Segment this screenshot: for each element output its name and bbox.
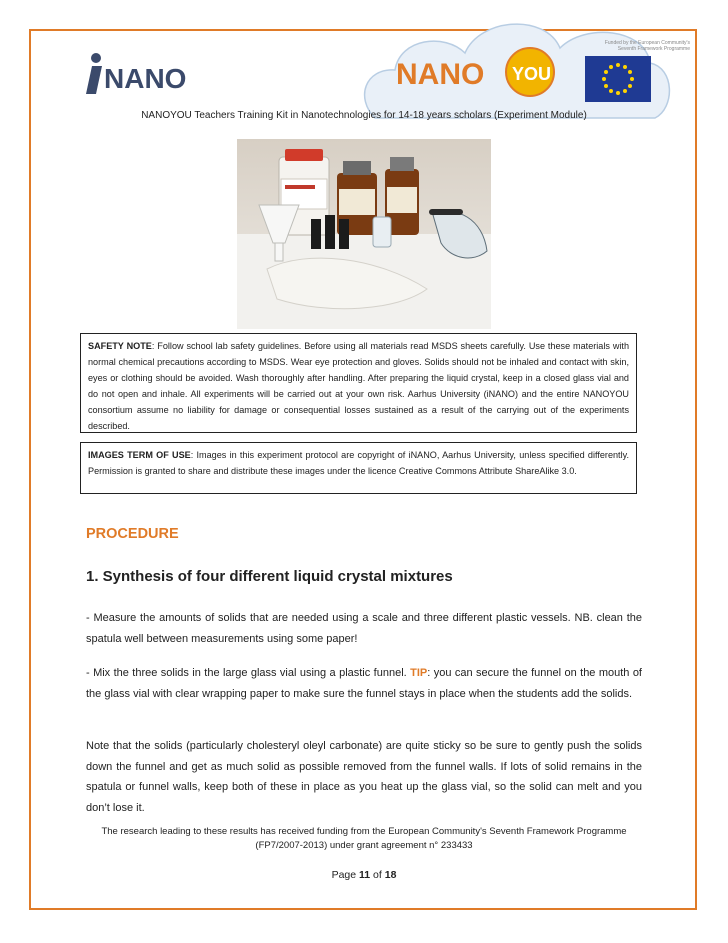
funding-line-1: The research leading to these results has received funding from the European Community's Seventh Framework Programme xyxy=(101,826,627,837)
funding-footer xyxy=(86,825,642,853)
page-number xyxy=(0,869,728,881)
procedure-paragraph-2 xyxy=(86,663,642,704)
images-terms-text: : Images in this experiment protocol are copyright of iNANO, Aarhus University, unless specified differently. Permission is granted to share and distribute these images under the licence Creative Commons Attribute ShareAlike 3.0. xyxy=(88,450,630,476)
svg-text:NANO: NANO xyxy=(104,63,187,94)
inano-logo xyxy=(84,50,204,100)
safety-note-text: : Follow school lab safety guidelines. Before using all materials read MSDS sheets carefully. Use these materials with normal chemical precautions according to MSDS. Wear eye protection and gloves. Solids should not be inhaled and contact with skin, eyes or clothing should be avoided. Wash thoroughly after handling. After preparing the liquid crystal, keep in a closed glass vial and do not open and inhale. All experiments will be carried out at your own risk. Aarhus University (iNANO) and the entire NANOYOU consortium assume no liability for damage or consequential losses sustained as a result of the carrying out of the experiments described. xyxy=(88,341,630,431)
eu-flag-icon xyxy=(585,56,651,102)
page-total: 18 xyxy=(384,869,397,881)
images-terms-label: IMAGES TERM OF USE xyxy=(88,450,191,460)
eu-funding-caption xyxy=(560,40,690,52)
eu-funding-line2: Seventh Framework Programme xyxy=(617,46,690,52)
page-of: of xyxy=(370,869,385,881)
tip-label: TIP xyxy=(410,667,428,679)
safety-note-label: SAFETY NOTE xyxy=(88,341,152,351)
paragraph-2-end: : you can secure the funnel on the mouth of the glass vial with clear wrapping paper to make sure the funnel stays in place when the students add the solids. xyxy=(86,667,642,700)
procedure-paragraph-3: Note that the solids (particularly cholesteryl oleyl carbonate) are quite sticky so be sure to gently push the solids down the funnel and get as much solid as possible removed from the funnel walls. If lots of solid remains in the spatula or funnel walls, keep both of these in place as you heat up the glass vial, so the solid can melt and you don’t lose it. xyxy=(86,740,642,814)
paragraph-2-start: - Mix the three solids in the large glass vial using a plastic funnel. xyxy=(86,667,411,679)
page-current: 11 xyxy=(359,869,371,881)
procedure-paragraph-1: - Measure the amounts of solids that are needed using a scale and three different plastic vessels. NB. clean the spatula well between measurements using some paper! xyxy=(86,612,642,645)
images-terms-box xyxy=(80,442,637,494)
safety-note-box xyxy=(80,333,637,433)
nanoyou-logo xyxy=(392,44,572,102)
funding-line-2: (FP7/2007-2013) under grant agreement n° 233433 xyxy=(255,840,473,851)
lab-materials-photo xyxy=(237,139,491,329)
svg-text:YOU: YOU xyxy=(512,64,552,84)
procedure-heading: PROCEDURE xyxy=(86,526,179,542)
section-heading: 1. Synthesis of four different liquid crystal mixtures xyxy=(86,568,453,585)
page-word: Page xyxy=(331,869,360,881)
svg-text:NANO: NANO xyxy=(396,58,485,91)
eu-funding-line1: Funded by the European Community's xyxy=(604,40,690,46)
running-title: NANOYOU Teachers Training Kit in Nanotechnologies for 14-18 years scholars (Experiment Module) xyxy=(141,110,587,121)
